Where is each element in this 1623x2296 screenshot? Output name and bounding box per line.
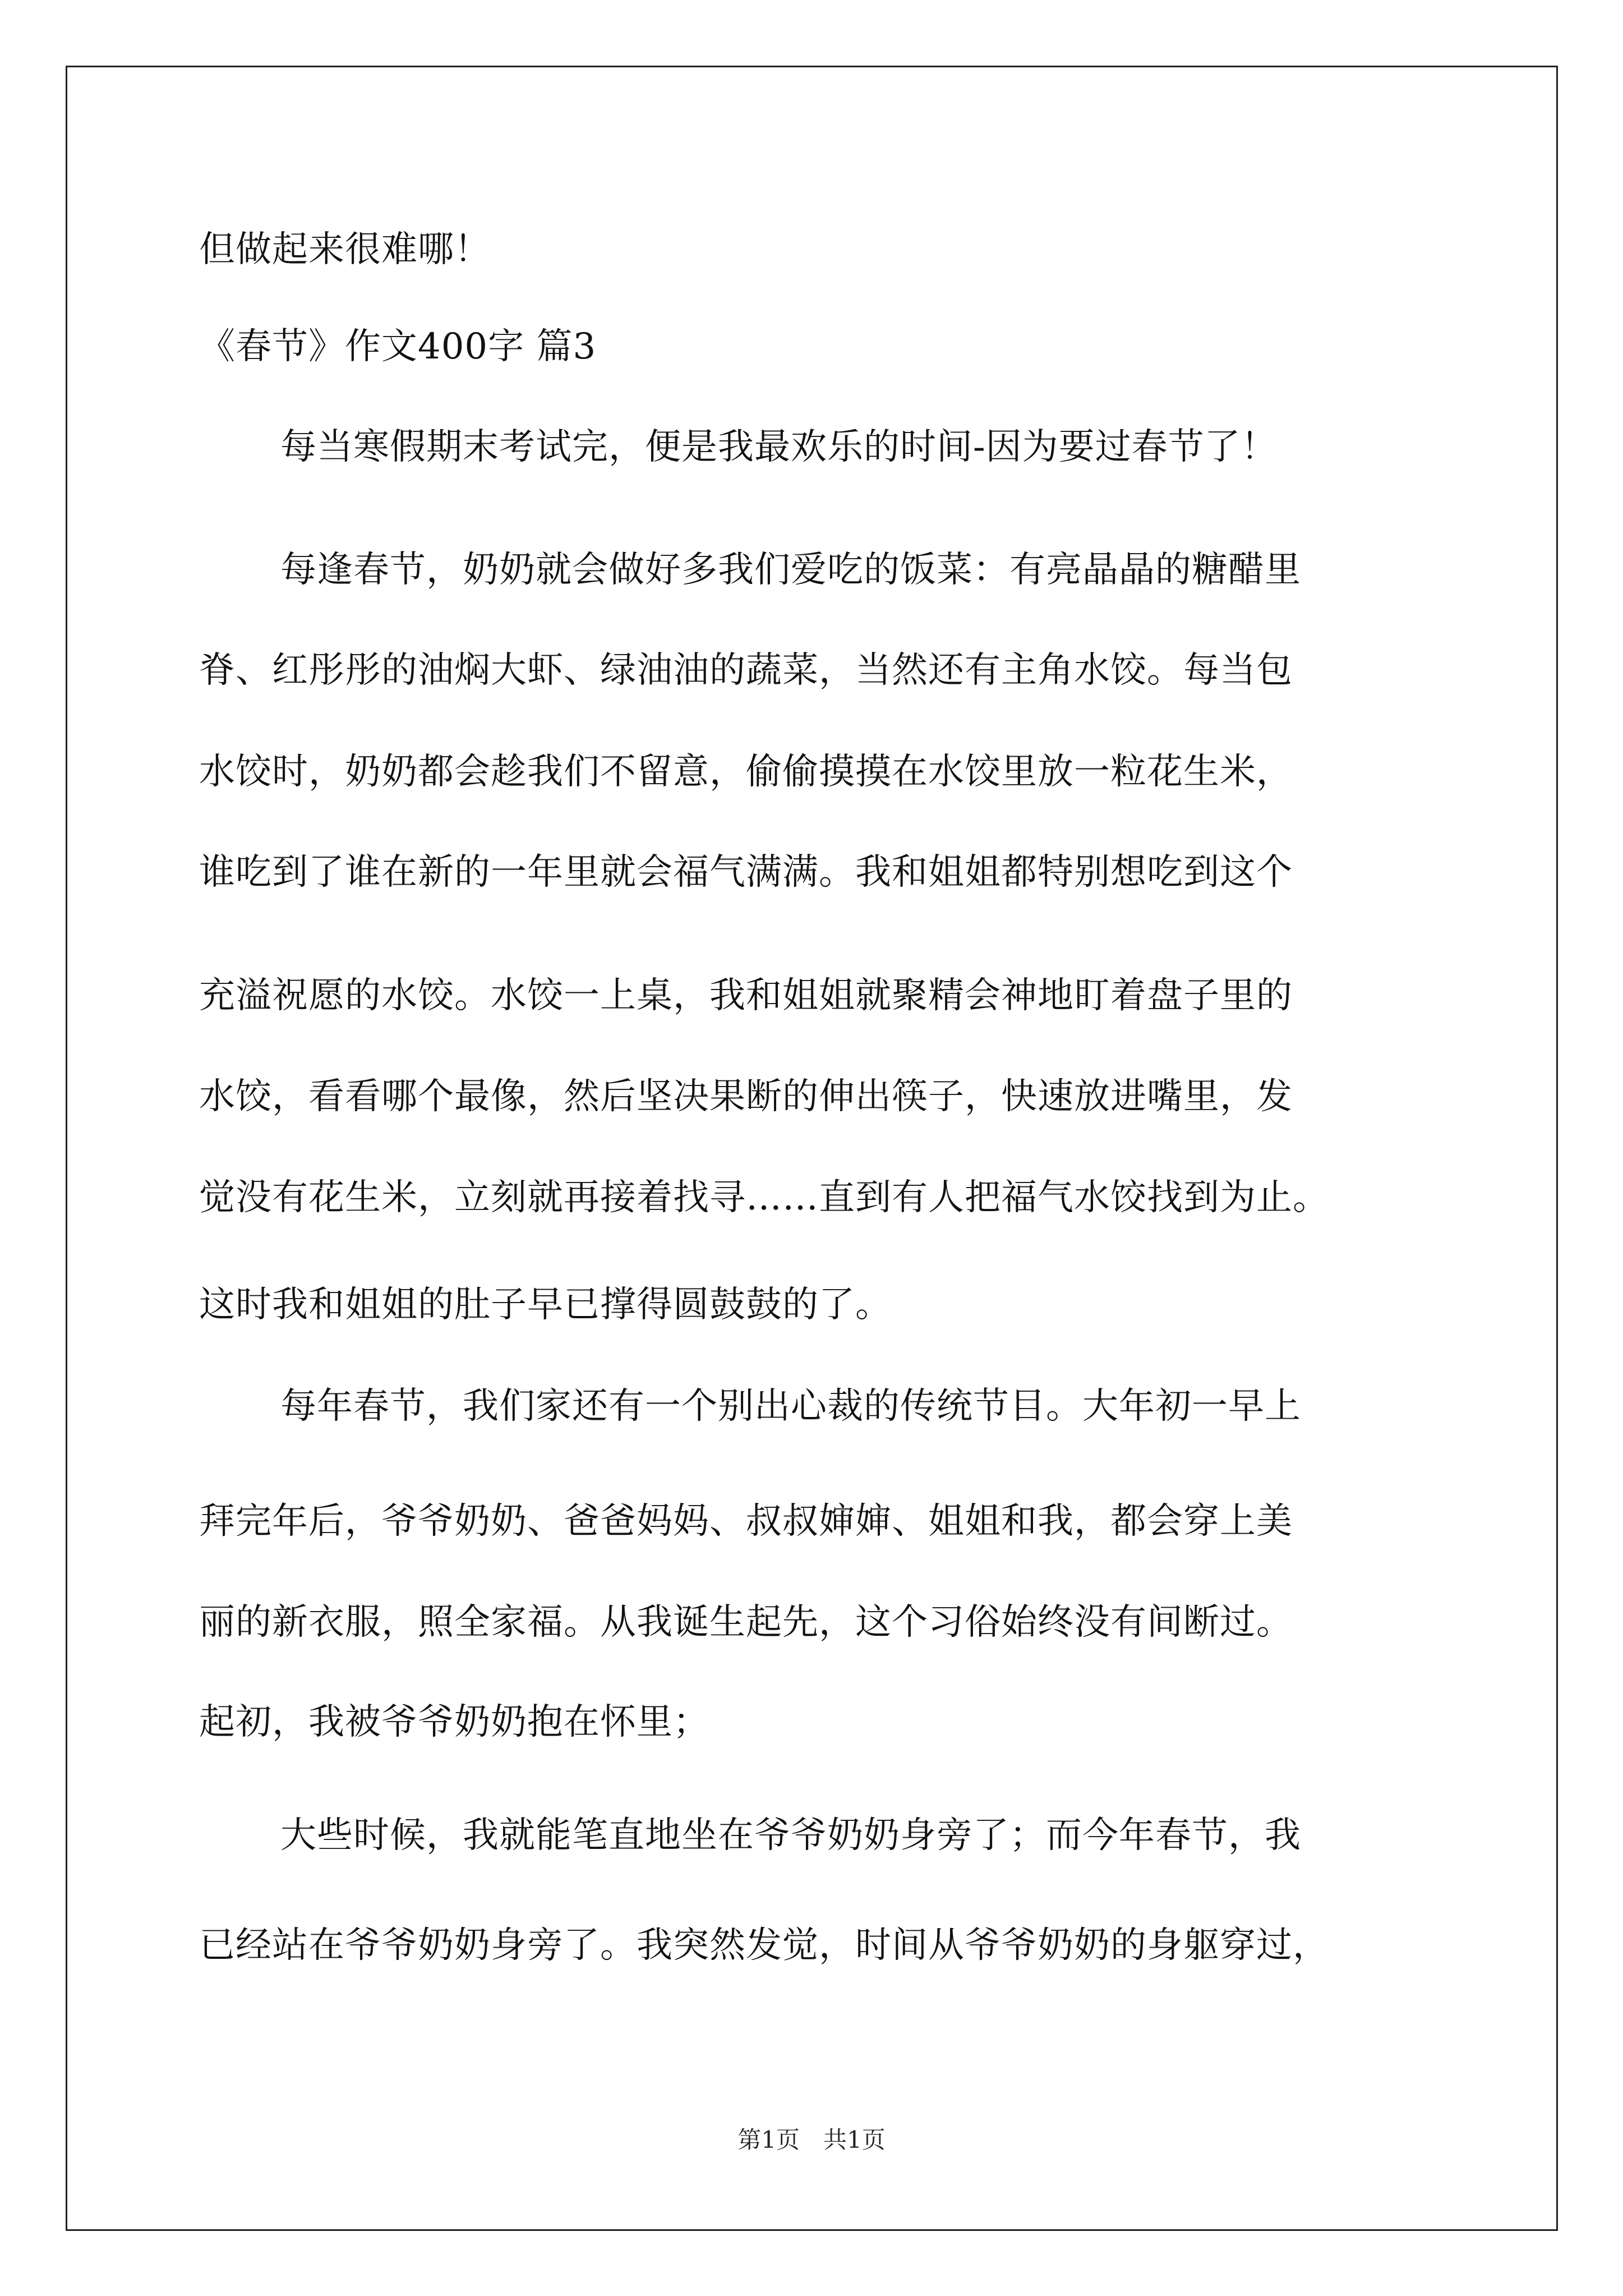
paragraph-line: 谁吃到了谁在新的一年里就会福气满满。我和姐姐都特别想吃到这个	[199, 852, 1293, 893]
paragraph-line: 脊、红彤彤的油焖大虾、绿油油的蔬菜，当然还有主角水饺。每当包	[199, 650, 1293, 691]
paragraph-line: 每年春节，我们家还有一个别出心裁的传统节目。大年初一早上	[280, 1386, 1301, 1427]
paragraph-line: 起初，我被爷爷奶奶抱在怀里；	[199, 1701, 709, 1743]
paragraph-line: 充溢祝愿的水饺。水饺一上桌，我和姐姐就聚精会神地盯着盘子里的	[199, 975, 1293, 1016]
page-border	[66, 66, 1558, 2231]
paragraph-line: 每当寒假期末考试完，便是我最欢乐的时间-因为要过春节了！	[280, 426, 1278, 468]
paragraph-line: 每逢春节，奶奶就会做好多我们爱吃的饭菜：有亮晶晶的糖醋里	[280, 549, 1301, 591]
paragraph-line: 水饺，看看哪个最像，然后坚决果断的伸出筷子，快速放进嘴里，发	[199, 1076, 1293, 1117]
paragraph-line: 水饺时，奶奶都会趁我们不留意，偷偷摸摸在水饺里放一粒花生米，	[199, 751, 1293, 793]
paragraph-line: 觉没有花生米，立刻就再接着找寻……直到有人把福气水饺找到为止。	[199, 1177, 1329, 1218]
section-heading: 《春节》作文400字 篇3	[199, 326, 597, 367]
paragraph-line: 已经站在爷爷奶奶身旁了。我突然发觉，时间从爷爷奶奶的身躯穿过，	[199, 1925, 1329, 1966]
text-line: 但做起来很难哪！	[199, 229, 491, 270]
paragraph-line: 这时我和姐姐的肚子早已撑得圆鼓鼓的了。	[199, 1284, 892, 1326]
paragraph-line: 拜完年后，爷爷奶奶、爸爸妈妈、叔叔婶婶、姐姐和我，都会穿上美	[199, 1501, 1293, 1542]
paragraph-line: 丽的新衣服，照全家福。从我诞生起先，这个习俗始终没有间断过。	[199, 1602, 1293, 1643]
page-footer: 第1页 共1页	[737, 2126, 886, 2154]
paragraph-line: 大些时候，我就能笔直地坐在爷爷奶奶身旁了；而今年春节，我	[280, 1815, 1301, 1856]
